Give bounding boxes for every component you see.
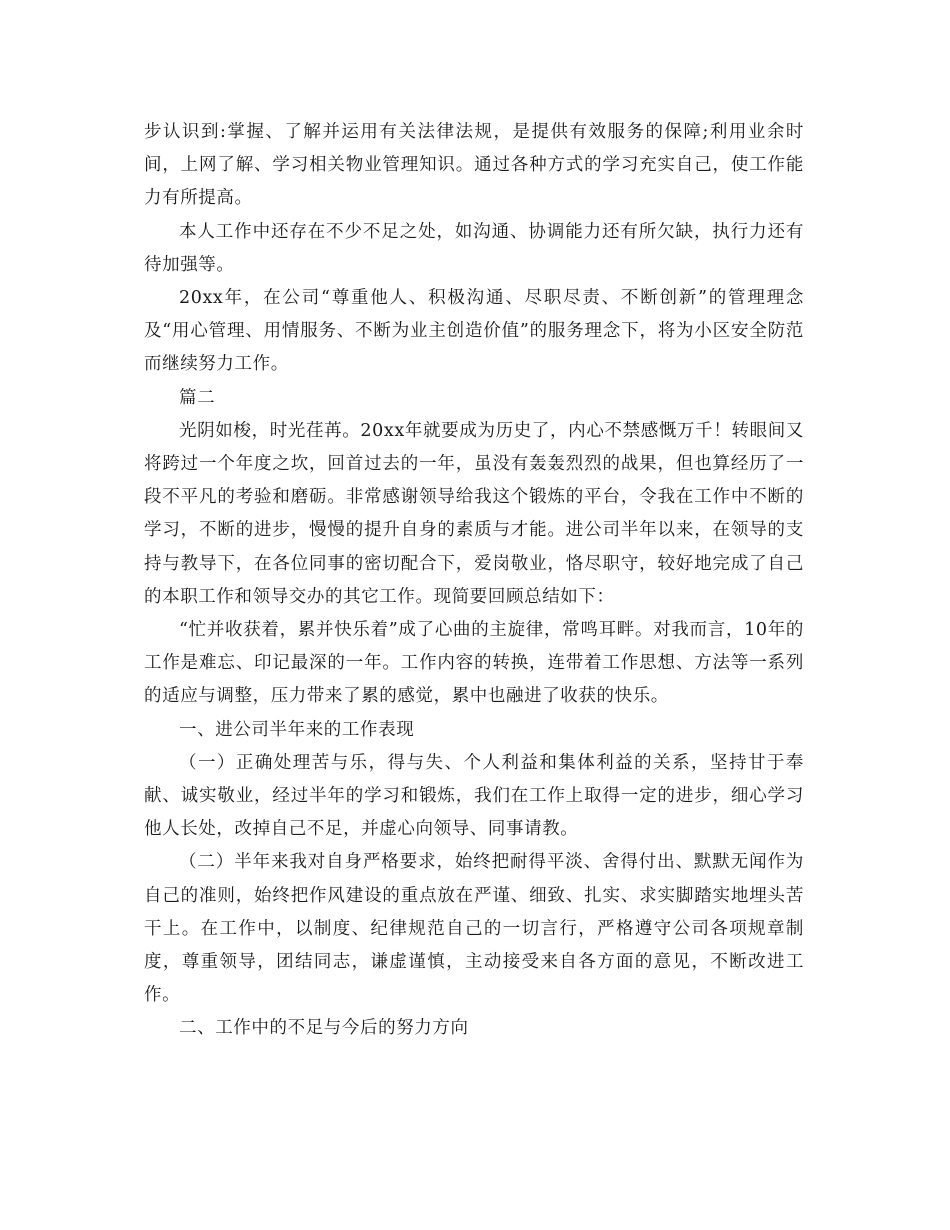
subsection-1: （一）正确处理苦与乐，得与失、个人利益和集体利益的关系，坚持甘于奉献、诚实敬业，经过半年的学习和锻炼，我们在工作上取得一定的进步，细心学习他人长处，改掉自己不足，并虚心向领导、同事请教。 (144, 752, 804, 840)
paragraph-1: 步认识到:掌握、了解并运用有关法律法规，是提供有效服务的保障;利用业余时间，上网了解、学习相关物业管理知识。通过各种方式的学习充实自己，使工作能力有所提高。 (144, 122, 804, 209)
paragraph-3: 20xx年，在公司“尊重他人、积极沟通、尽职尽责、不断创新”的管理理念及“用心管理、用情服务、不断为业主创造价值”的服务理念下，将为小区安全防范而继续努力工作。 (144, 288, 804, 375)
section-heading-2: 二、工作中的不足与今后的努力方向 (179, 1018, 469, 1039)
paragraph-5: 光阴如梭，时光荏苒。20xx年就要成为历史了，内心不禁感慨万千！转眼间又将跨过一个年度之坎，回首过去的一年，虽没有轰轰烈烈的战果，但也算经历了一段不平凡的考验和磨砺。非常感谢领导给我这个锻炼的平台，令我在工作中不断的学习，不断的进步，慢慢的提升自身的素质与才能。进公司半年以来，在领导的支持与教导下，在各位同事的密切配合下，爱岗敬业，恪尽职守，较好地完成了自己的本职工作和领导交办的其它工作。现简要回顾总结如下： (144, 420, 804, 607)
subsection-2: （二）半年来我对自身严格要求，始终把耐得平淡、舍得付出、默默无闻作为自己的准则，始终把作风建设的重点放在严谨、细致、扎实、求实脚踏实地埋头苦干上。在工作中，以制度、纪律规范自己的一切言行，严格遵守公司各项规章制度，尊重领导，团结同志，谦虚谨慎，主动接受来自各方面的意见，不断改进工作。 (144, 852, 804, 1006)
paragraph-6: “忙并收获着，累并快乐着”成了心曲的主旋律，常鸣耳畔。对我而言，10年的工作是难忘、印记最深的一年。工作内容的转换，连带着工作思想、方法等一系列的适应与调整，压力带来了累的感觉，累中也融进了收获的快乐。 (144, 620, 804, 707)
section-heading-1: 一、进公司半年来的工作表现 (179, 719, 415, 740)
document-body (144, 116, 804, 1046)
section-heading-part-two: 篇二 (179, 387, 216, 408)
paragraph-2: 本人工作中还存在不少不足之处，如沟通、协调能力还有所欠缺，执行力还有待加强等。 (144, 221, 804, 275)
